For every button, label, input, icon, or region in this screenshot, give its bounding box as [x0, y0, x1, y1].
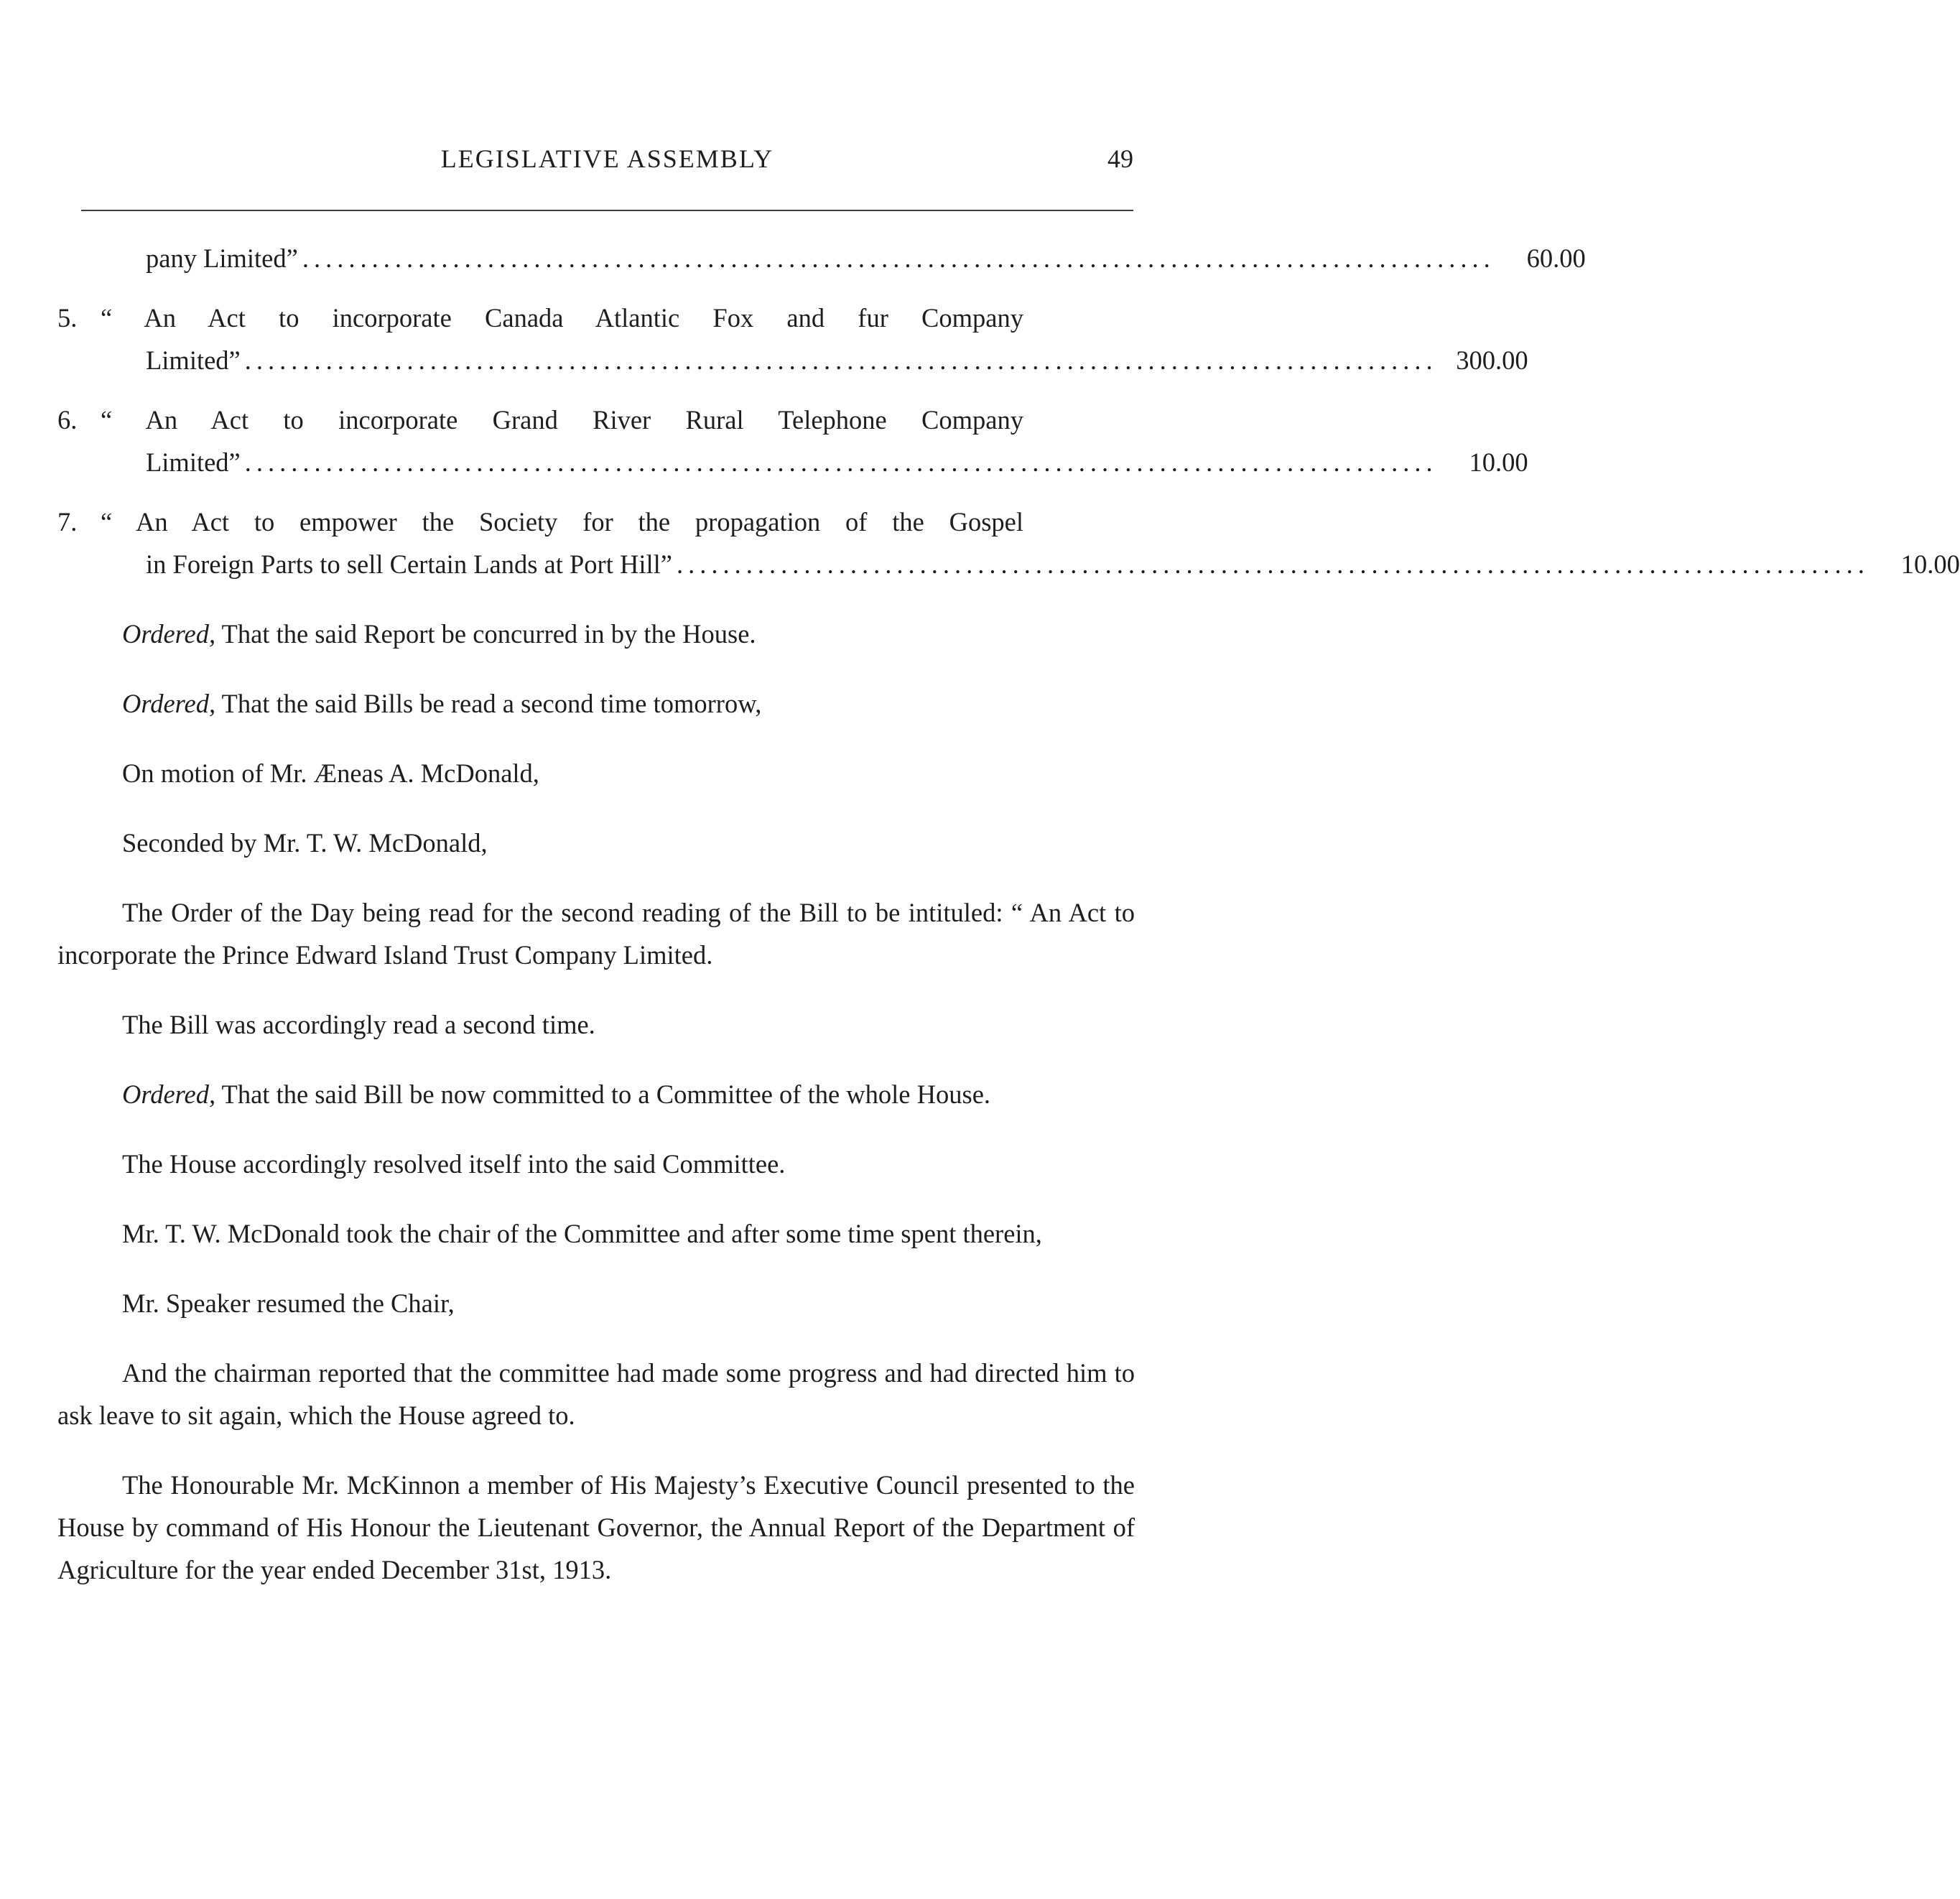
continued-bill-line	[57, 237, 1586, 279]
item-number: 5.	[57, 303, 78, 333]
item-number: 6.	[57, 405, 78, 435]
item-title-line: “ An Act to incorporate Canada Atlantic Fox and fur Company	[101, 303, 1023, 333]
item-title-continuation: Limited”	[146, 345, 241, 375]
bill-list-item	[57, 297, 1528, 381]
item-number: 7.	[57, 507, 78, 537]
bill-fee-amount: 10.00	[1469, 447, 1528, 477]
order-second-reading	[57, 682, 1135, 725]
dot-leader: .......................................................................................................	[676, 549, 1870, 579]
page-body	[57, 237, 1960, 1591]
annual-report-paragraph: The Honourable Mr. McKinnon a member of His Majesty’s Executive Council presented to the House by command of His Honour the Lieutenant Governor, the Annual Report of the Department of Agriculture for the year ended December 31st, 1913.	[57, 1470, 1135, 1584]
dot-leader: .......................................................................................................	[244, 447, 1438, 477]
item-title-continuation: in Foreign Parts to sell Certain Lands at Port Hill”	[146, 549, 672, 579]
header-rule	[81, 210, 1133, 211]
bill-list-item	[57, 501, 1960, 585]
order-committee-paragraph	[57, 1073, 1135, 1115]
speaker-paragraph: Mr. Speaker resumed the Chair,	[122, 1289, 455, 1318]
order-report-concurred	[57, 613, 1135, 655]
item-title-line: “ An Act to incorporate Grand River Rural Telephone Company	[101, 405, 1023, 435]
bill-list-item	[57, 399, 1528, 483]
house-resolved-paragraph: The House accordingly resolved itself into the said Committee.	[122, 1149, 786, 1179]
ordered-label: Ordered,	[122, 689, 216, 718]
paragraph-text: That the said Bill be now committed to a Committee of the whole House.	[215, 1079, 991, 1109]
bill-fee-amount: 300.00	[1456, 345, 1528, 375]
seconded-paragraph: Seconded by Mr. T. W. McDonald,	[122, 828, 488, 858]
ordered-label: Ordered,	[122, 1079, 216, 1109]
paragraph-text: That the said Bills be read a second time tomorrow,	[215, 689, 762, 718]
paragraph-text: That the said Report be concurred in by the House.	[215, 619, 756, 649]
bill-read-paragraph: The Bill was accordingly read a second time.	[122, 1010, 595, 1039]
chair-paragraph: Mr. T. W. McDonald took the chair of the Committee and after some time spent therein,	[122, 1219, 1042, 1248]
bill-fee-amount: 60.00	[1526, 243, 1586, 273]
page-header	[81, 144, 1133, 187]
page-title: LEGISLATIVE ASSEMBLY	[440, 144, 774, 173]
dot-leader: .......................................................................................................	[244, 345, 1438, 375]
dot-leader: .......................................................................................................	[302, 243, 1495, 273]
motion-paragraph: On motion of Mr. Æneas A. McDonald,	[122, 758, 539, 788]
continued-bill-text: pany Limited”	[146, 243, 298, 273]
bill-fee-amount: 10.00	[1900, 549, 1960, 579]
order-of-day-paragraph: The Order of the Day being read for the second reading of the Bill to be intituled: “ An Act to incorporate the Prince Edward Island Trust Company Limited.	[57, 898, 1135, 970]
page-number: 49	[1107, 144, 1133, 173]
item-title-line: “ An Act to empower the Society for the propagation of the Gospel	[101, 507, 1023, 537]
item-title-continuation: Limited”	[146, 447, 241, 477]
chairman-report-paragraph: And the chairman reported that the committee had made some progress and had directed him to ask leave to sit again, which the House agreed to.	[57, 1358, 1135, 1430]
ordered-label: Ordered,	[122, 619, 216, 649]
